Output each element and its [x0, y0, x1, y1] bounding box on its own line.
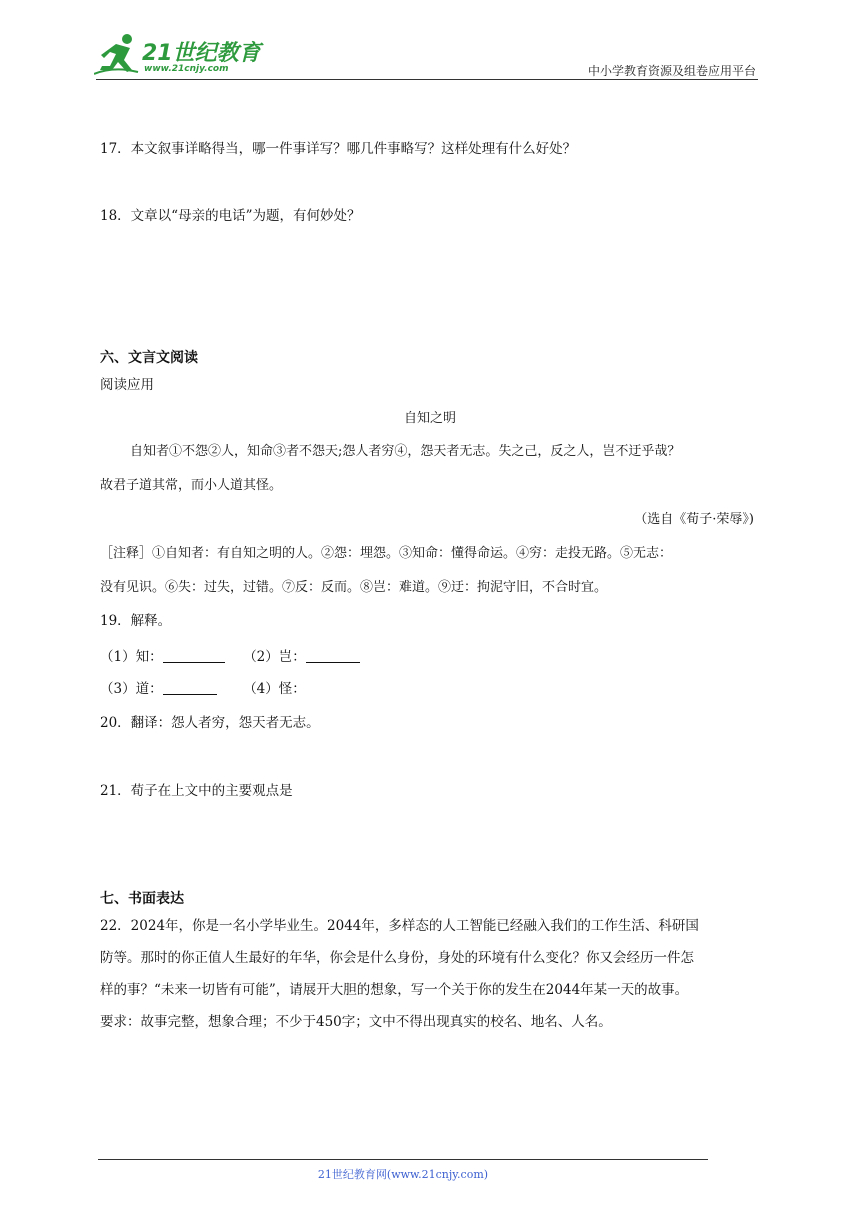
answer-blank-1[interactable]: [163, 648, 225, 663]
platform-name: 中小学教育资源及组卷应用平台: [587, 64, 756, 78]
header-divider: [96, 79, 758, 80]
question-22-line-2: 防等。那时的你正值人生最好的年华，你会是什么身份，身处的环境有什么变化？你又会经历一件怎: [100, 950, 694, 966]
note-line-1: ［注释］①自知者：有自知之明的人。②怨：埋怨。③知命：懂得命运。④穷：走投无路。⑤无志：: [100, 546, 673, 561]
question-22-line-3: 样的事？“未来一切皆有可能”，请展开大胆的想象，写一个关于你的发生在2044年某一天的故事。: [100, 982, 689, 998]
passage-title: 自知之明: [403, 411, 456, 426]
passage-line-2: 故君子道其常，而小人道其怪。: [100, 478, 283, 493]
section-6-subtitle: 阅读应用: [100, 377, 154, 393]
q19-item-1: （1）知：: [100, 649, 163, 665]
logo-text: 21世纪教育: [142, 41, 261, 66]
answer-blank-2[interactable]: [306, 648, 360, 663]
section-6-title: 六、文言文阅读: [100, 350, 198, 366]
answer-blank-3[interactable]: [163, 680, 217, 695]
question-21: 21．荀子在上文中的主要观点是: [100, 783, 293, 799]
question-20: 20．翻译：怨人者穷，怨天者无志。: [100, 715, 320, 731]
q19-item-4: （4）怪：: [243, 681, 306, 697]
passage-source: （选自《荀子·荣辱》): [634, 512, 754, 527]
section-7-title: 七、书面表达: [100, 891, 184, 907]
question-19-row-2: [100, 679, 306, 699]
question-19-row-1: [100, 647, 360, 667]
question-17: 17．本文叙事详略得当，哪一件事详写？哪几件事略写？这样处理有什么好处？: [100, 141, 577, 157]
question-18: 18．文章以“母亲的电话”为题，有何妙处？: [100, 208, 361, 224]
q19-item-3: （3）道：: [100, 681, 163, 697]
runner-icon: [94, 30, 142, 78]
passage-line-1: 自知者①不怨②人，知命③者不怨天;怨人者穷④，怨天者无志。失之己，反之人，岂不迂乎哉？: [130, 444, 681, 459]
q19-item-2: （2）岂：: [243, 649, 306, 665]
footer-link[interactable]: 21世纪教育网(www.21cnjy.com): [317, 1168, 489, 1181]
site-logo: [94, 30, 264, 80]
question-22-line-1: 22．2024年，你是一名小学毕业生。2044年，多样态的人工智能已经融入我们的工作生活、科研国: [100, 918, 699, 934]
question-19: 19．解释。: [100, 613, 172, 629]
footer-divider: [98, 1159, 708, 1160]
note-line-2: 没有见识。⑥失：过失，过错。⑦反：反而。⑧岂：难道。⑨迂：拘泥守旧，不合时宜。: [100, 580, 608, 595]
logo-url: www.21cnjy.com: [144, 64, 229, 74]
question-22-line-4: 要求：故事完整，想象合理；不少于450字；文中不得出现真实的校名、地名、人名。: [100, 1014, 612, 1030]
